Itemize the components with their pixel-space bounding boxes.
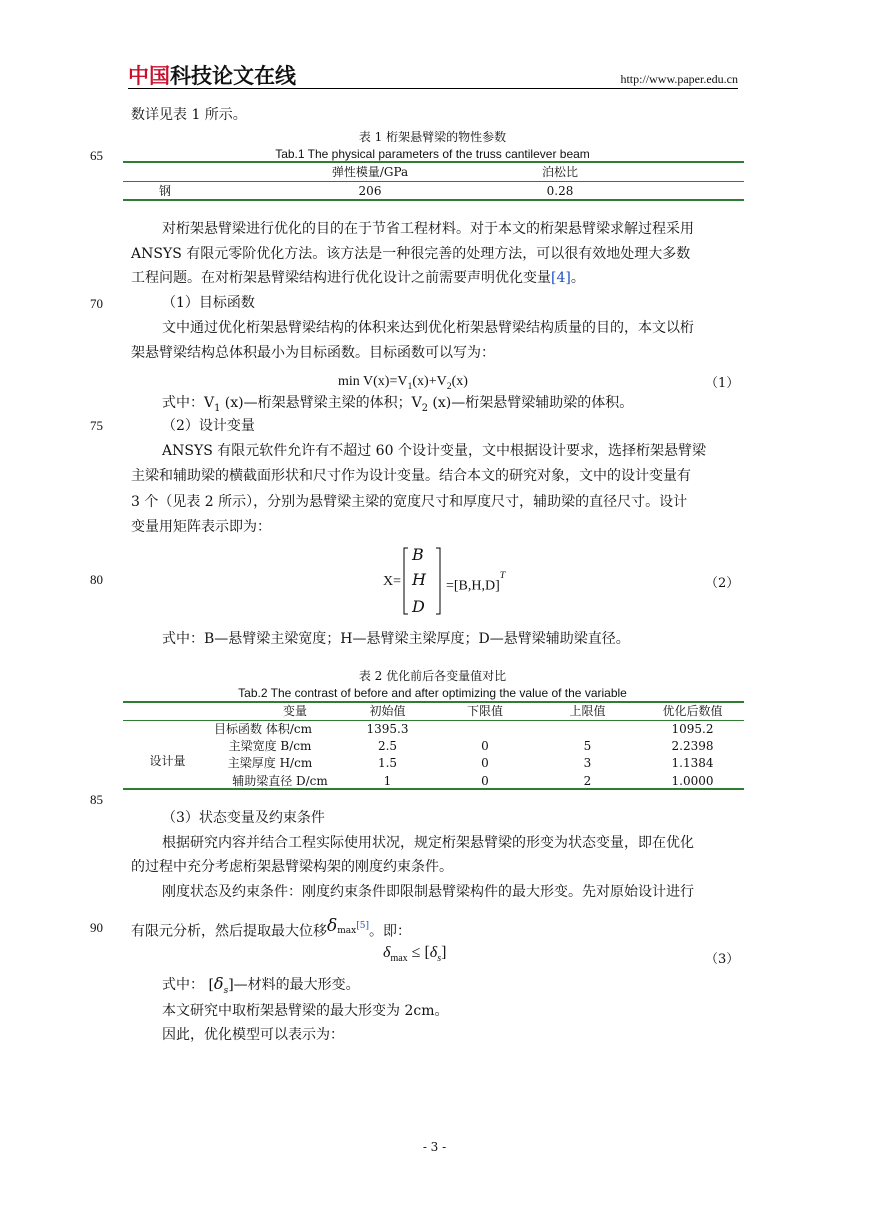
body-line: 对桁架悬臂梁进行优化的目的在于节省工程材料。对于本文的桁架悬臂梁求解过程采用 — [162, 221, 694, 237]
section-heading: （1）目标函数 — [162, 295, 255, 311]
intro-text: 数详见表 1 所示。 — [131, 107, 247, 123]
line-number: 65 — [90, 148, 103, 163]
header-rule — [128, 88, 738, 89]
table1-bottom-rule — [123, 199, 744, 201]
table2-cell: 主梁厚度 H/cm — [227, 756, 313, 770]
citation-link[interactable]: [4] — [551, 270, 571, 286]
table2-group-label: 设计量 — [149, 754, 186, 768]
body-line: 因此，优化模型可以表示为： — [162, 1027, 344, 1043]
table2-cell: 目标函数 体积/cm — [214, 722, 312, 736]
equation-3-desc: 式中： $[\delta_s]—$材料的最大形变。 — [162, 974, 360, 996]
header-url[interactable]: http://www.paper.edu.cn — [620, 72, 738, 86]
table2-cell: 2 — [583, 774, 592, 788]
line-number: 70 — [90, 296, 103, 311]
table2-cell: 主梁宽度 B/cm — [228, 739, 312, 753]
table2-cell: 0 — [481, 774, 489, 788]
line-number: 75 — [90, 418, 103, 433]
body-line: 本文研究中取桁架悬臂梁的最大形变为 2cm。 — [162, 1003, 449, 1019]
body-line: 的过程中充分考虑桁架悬臂梁构架的刚度约束条件。 — [131, 859, 453, 875]
line-number: 80 — [90, 572, 103, 587]
table2-cell: 1 — [383, 774, 392, 788]
table2-cell: 1.1384 — [671, 756, 714, 770]
matrix-entry-h: H — [412, 570, 426, 589]
page-number: - 3 - — [422, 1140, 447, 1154]
equation-number: （3） — [705, 952, 740, 967]
body-line: ANSYS 有限元软件允许有不超过 60 个设计变量，文中根据设计要求，选择桁架悬臂梁 — [162, 443, 706, 459]
section-heading: （3）状态变量及约束条件 — [162, 810, 325, 826]
logo-black-text: 科技论文在线 — [170, 64, 296, 88]
table1-cell: 0.28 — [546, 184, 574, 198]
equation-3: $\delta_{max} \le [\delta_s]$ — [383, 944, 447, 965]
matrix-entry-d: D — [412, 597, 425, 616]
table1-mid-rule — [123, 181, 744, 182]
table2-caption-cn: 表 2 优化前后各变量值对比 — [358, 669, 507, 683]
body-line: ANSYS 有限元零阶优化方法。该方法是一种很完善的处理方法，可以很有效地处理大多数 — [131, 246, 691, 262]
line-number: 85 — [90, 792, 103, 807]
journal-logo — [128, 60, 296, 90]
body-line: 架悬臂梁结构总体积最小为目标函数。目标函数可以写为： — [131, 345, 495, 361]
table2-caption-en: Tab.2 The contrast of before and after optimizing the value of the variable — [238, 686, 627, 700]
equation-2-rhs: $=[B,H,D]^T$ — [446, 570, 506, 594]
table2-cell: 2.5 — [377, 739, 398, 753]
body-line: 主梁和辅助梁的横截面形状和尺寸作为设计变量。结合本文的研究对象，文中的设计变量有 — [131, 468, 691, 484]
table1-header: 弹性模量/GPa — [331, 165, 409, 179]
body-line: 有限元分析，然后提取最大位移$\delta_{max}[5]$。即： — [131, 915, 411, 940]
equation-number: （1） — [705, 376, 740, 391]
equation-1: $\min V(x)=V_1(x)+V_2(x)$ — [338, 374, 468, 392]
table2-cell: 1.5 — [377, 756, 398, 770]
table1-caption-en: Tab.1 The physical parameters of the truss cantilever beam — [275, 147, 590, 161]
equation-number: （2） — [705, 576, 740, 591]
section-heading: （2）设计变量 — [162, 418, 255, 434]
body-line: 根据研究内容并结合工程实际使用状况，规定桁架悬臂梁的形变为状态变量，即在优化 — [162, 835, 694, 851]
body-line: 刚度状态及约束条件：刚度约束条件即限制悬臂梁构件的最大形变。先对原始设计进行 — [162, 884, 694, 900]
table2-cell: 3 — [583, 756, 592, 770]
table1-header: 泊松比 — [541, 165, 578, 179]
table2-header: 上限值 — [569, 704, 606, 718]
matrix-entry-b: B — [412, 545, 424, 564]
table2-cell: 2.2398 — [671, 739, 714, 753]
table1-cell: 206 — [358, 184, 382, 198]
table2-header: 变量 — [282, 704, 307, 718]
table2-cell: 0 — [481, 756, 489, 770]
body-line: 变量用矩阵表示即为： — [131, 519, 271, 535]
citation-link[interactable]: [5] — [356, 921, 369, 931]
table1-top-rule — [123, 161, 744, 163]
table1-caption-cn: 表 1 桁架悬臂梁的物性参数 — [358, 130, 507, 144]
body-line: 文中通过优化桁架悬臂梁结构的体积来达到优化桁架悬臂梁结构质量的目的，本文以桁 — [162, 320, 694, 336]
table2-header: 初始值 — [369, 704, 406, 718]
table2-cell: 1395.3 — [366, 722, 409, 736]
table2-cell: 1095.2 — [671, 722, 714, 736]
equation-1-desc: 式中：$V_1$ (x)—桁架悬臂梁主梁的体积；$V_2$ (x)—桁架悬臂梁辅助梁的体积。 — [162, 395, 634, 414]
table2-mid-rule — [123, 720, 744, 721]
table2-header: 下限值 — [466, 704, 503, 718]
table2-cell: 1.0000 — [671, 774, 714, 788]
logo-red-text: 中国 — [128, 64, 170, 88]
equation-2-lhs: X= — [383, 574, 402, 589]
table2-bottom-rule — [123, 788, 744, 790]
line-number: 90 — [90, 920, 103, 935]
table1-cell: 钢 — [158, 184, 171, 198]
equation-2-desc: 式中：B—悬臂梁主梁宽度；H—悬臂梁主梁厚度；D—悬臂梁辅助梁直径。 — [162, 631, 630, 647]
body-line: 工程问题。在对桁架悬臂梁结构进行优化设计之前需要声明优化变量[4]。 — [131, 270, 585, 286]
table2-top-rule — [123, 701, 744, 703]
table2-cell: 0 — [481, 739, 489, 753]
table2-cell: 5 — [583, 739, 592, 753]
body-line: 3 个（见表 2 所示），分别为悬臂梁主梁的宽度尺寸和厚度尺寸，辅助梁的直径尺寸。设计 — [131, 494, 688, 510]
table2-header: 优化后数值 — [662, 704, 723, 718]
table2-cell: 辅助梁直径 D/cm — [232, 774, 328, 788]
